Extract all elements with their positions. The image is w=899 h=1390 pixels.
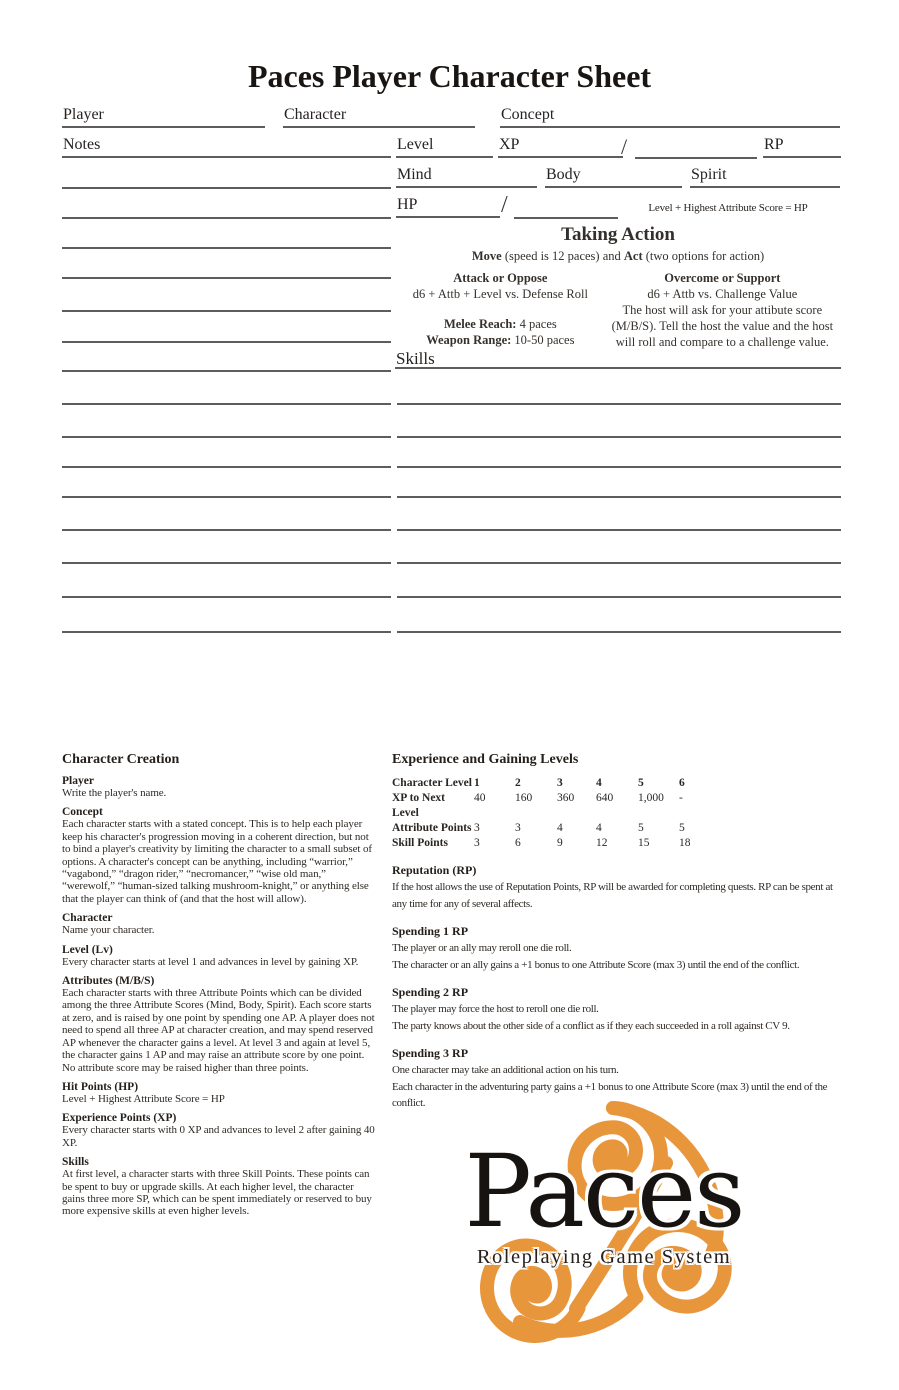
ruled-line xyxy=(62,496,391,498)
mind-field xyxy=(396,166,537,188)
table-row: Character Level 1 2 3 4 5 6 xyxy=(392,777,685,789)
xp-label: XP xyxy=(499,136,520,153)
section-hit-points: Hit Points (HP) Level + Highest Attribute Score = HP xyxy=(62,1080,225,1105)
table-row: XP to Next Level 40 160 360 640 1,000 - xyxy=(392,792,683,819)
paces-logo xyxy=(438,1078,770,1350)
move-label: Move xyxy=(471,249,502,263)
section-skills: Skills At first level, a character starts with three Skill Points. These points can be spent to buy or upgrade skills. At each higher level, the character gains three more SP, which can be spent immediately or reserved to buy more expensive skills at even higher levels. xyxy=(62,1156,372,1218)
melee-reach: Melee Reach: 4 paces xyxy=(443,317,557,331)
section-level: Level (Lv) Every character starts at level 1 and advances in level by gaining XP. xyxy=(62,943,359,968)
ruled-line xyxy=(62,310,391,312)
weapon-range: Weapon Range: 10-50 paces xyxy=(426,333,575,347)
body-field xyxy=(545,166,682,188)
section-attributes: Attributes (M/B/S) Each character starts with three Attribute Points which can be divided among the three Attribute Scores (Mind, Body, Spirit). Each score starts at zero, and is raised by one point by spending one AP. A player does not need to spend all three AP at character creation, and may spend reserved AP whenever the character gains a level. At level 3 and again at level 5, the character gains 1 AP and may raise an attribute score by one point. No attribute score may be raised higher than three points. xyxy=(62,975,375,1074)
hp-slash: / xyxy=(501,192,508,218)
page-title: Paces Player Character Sheet xyxy=(247,58,652,94)
ruled-line xyxy=(397,596,841,598)
ruled-line xyxy=(62,403,391,405)
ruled-line xyxy=(397,466,841,468)
section-reputation: Reputation (RP) If the host allows the use of Reputation Points, RP will be awarded for completing quests. RP can be spent at any time for any of several affects. xyxy=(392,863,833,910)
section-character: Character Name your character. xyxy=(62,912,155,937)
overcome-title: Overcome or Support xyxy=(664,271,781,285)
xp-slash: / xyxy=(621,134,628,159)
experience-levels-title: Experience and Gaining Levels xyxy=(392,752,579,767)
ruled-line xyxy=(62,341,391,343)
character-creation-section xyxy=(62,752,379,1218)
level-label: Level xyxy=(397,136,434,153)
taking-action-section xyxy=(396,224,840,350)
logo-tagline: Roleplaying Game System xyxy=(476,1246,732,1268)
ruled-line xyxy=(62,436,391,438)
section-player: Player Write the player's name. xyxy=(62,775,167,799)
ruled-line xyxy=(62,631,391,633)
overcome-note: The host will ask for your attibute score (M/B/S). Tell the host the value and the host will roll and compare to a challenge value. xyxy=(611,303,834,349)
skills-label: Skills xyxy=(396,349,435,368)
ruled-line xyxy=(397,403,841,405)
table-row: Skill Points 3 6 9 12 15 18 xyxy=(392,837,691,849)
ruled-line xyxy=(62,596,391,598)
player-label: Player xyxy=(63,106,104,123)
logo-wordmark: Paces xyxy=(464,1133,744,1250)
section-spending-2-rp: Spending 2 RP The player may force the host to reroll one die roll. The party knows about the other side of a conflict as if they each succeeded in a roll against CV 9. xyxy=(392,985,790,1032)
ruled-line xyxy=(397,631,841,633)
table-row: Attribute Points 3 3 4 4 5 5 xyxy=(392,822,685,834)
concept-label: Concept xyxy=(501,106,555,123)
taking-action-subtitle: Move (speed is 12 paces) and Act (two options for action) xyxy=(471,249,765,263)
ruled-line xyxy=(62,529,391,531)
hp-field xyxy=(396,196,500,218)
rp-label: RP xyxy=(764,136,784,153)
ruled-line xyxy=(62,187,391,189)
overcome-or-support-column xyxy=(605,270,840,350)
ruled-line xyxy=(397,496,841,498)
mind-label: Mind xyxy=(397,166,432,183)
hp-max-line xyxy=(514,217,618,219)
attack-or-oppose-column xyxy=(396,270,605,350)
section-spending-1-rp: Spending 1 RP The player or an ally may reroll one die roll. The character or an ally gains a +1 bonus to one Attribute Score (max 3) until the end of the conflict. xyxy=(392,924,800,971)
ruled-line xyxy=(62,562,391,564)
attack-title: Attack or Oppose xyxy=(453,271,548,285)
act-label: Act xyxy=(623,249,643,263)
body-label: Body xyxy=(546,166,581,183)
notes-field xyxy=(62,136,391,158)
character-label: Character xyxy=(284,106,347,123)
ruled-line xyxy=(62,277,391,279)
xp-max-line xyxy=(635,157,757,159)
ruled-line xyxy=(62,247,391,249)
section-concept: Concept Each character starts with a stated concept. This is to help each player keep his character's progression moving in a coherent direction, but not to bind a player's creativity by limiting the character to a small subset of options. A character's concept can be anything, including “warrior,” “vagabond,” “dragon rider,” “necromancer,” “wise old man,” “werewolf,” “human-sized talking mushroom-knight,” or anything else that the player can think of (and that the host will allow). xyxy=(62,806,372,905)
hp-formula-note: Level + Highest Attribute Score = HP xyxy=(648,202,808,214)
character-field xyxy=(283,106,475,128)
ruled-line xyxy=(397,529,841,531)
section-spending-3-rp: Spending 3 RP One character may take an additional action on his turn. Each character in the adventuring party gains a +1 bonus to one Attribute Score (max 3) until the end of the conflict. xyxy=(392,1046,828,1109)
character-creation-title: Character Creation xyxy=(62,752,180,767)
hp-label: HP xyxy=(397,196,418,213)
xp-field xyxy=(498,136,623,158)
experience-levels-section xyxy=(392,752,844,1112)
level-field xyxy=(396,136,493,158)
skills-underline xyxy=(395,367,841,369)
spirit-field xyxy=(690,166,840,188)
attack-formula: d6 + Attb + Level vs. Defense Roll xyxy=(412,287,588,301)
notes-label: Notes xyxy=(63,136,101,153)
rp-field xyxy=(763,136,841,158)
concept-field xyxy=(500,106,840,128)
taking-action-title: Taking Action xyxy=(561,224,675,245)
ruled-line xyxy=(397,562,841,564)
ruled-line xyxy=(62,370,391,372)
spirit-label: Spirit xyxy=(691,166,727,183)
section-experience-points: Experience Points (XP) Every character starts with 0 XP and advances to level 2 after gaining 40 XP. xyxy=(62,1112,375,1149)
ruled-line xyxy=(397,436,841,438)
ruled-line xyxy=(62,466,391,468)
player-field xyxy=(62,106,265,128)
overcome-formula: d6 + Attb vs. Challenge Value xyxy=(647,287,798,301)
ruled-line xyxy=(62,217,391,219)
